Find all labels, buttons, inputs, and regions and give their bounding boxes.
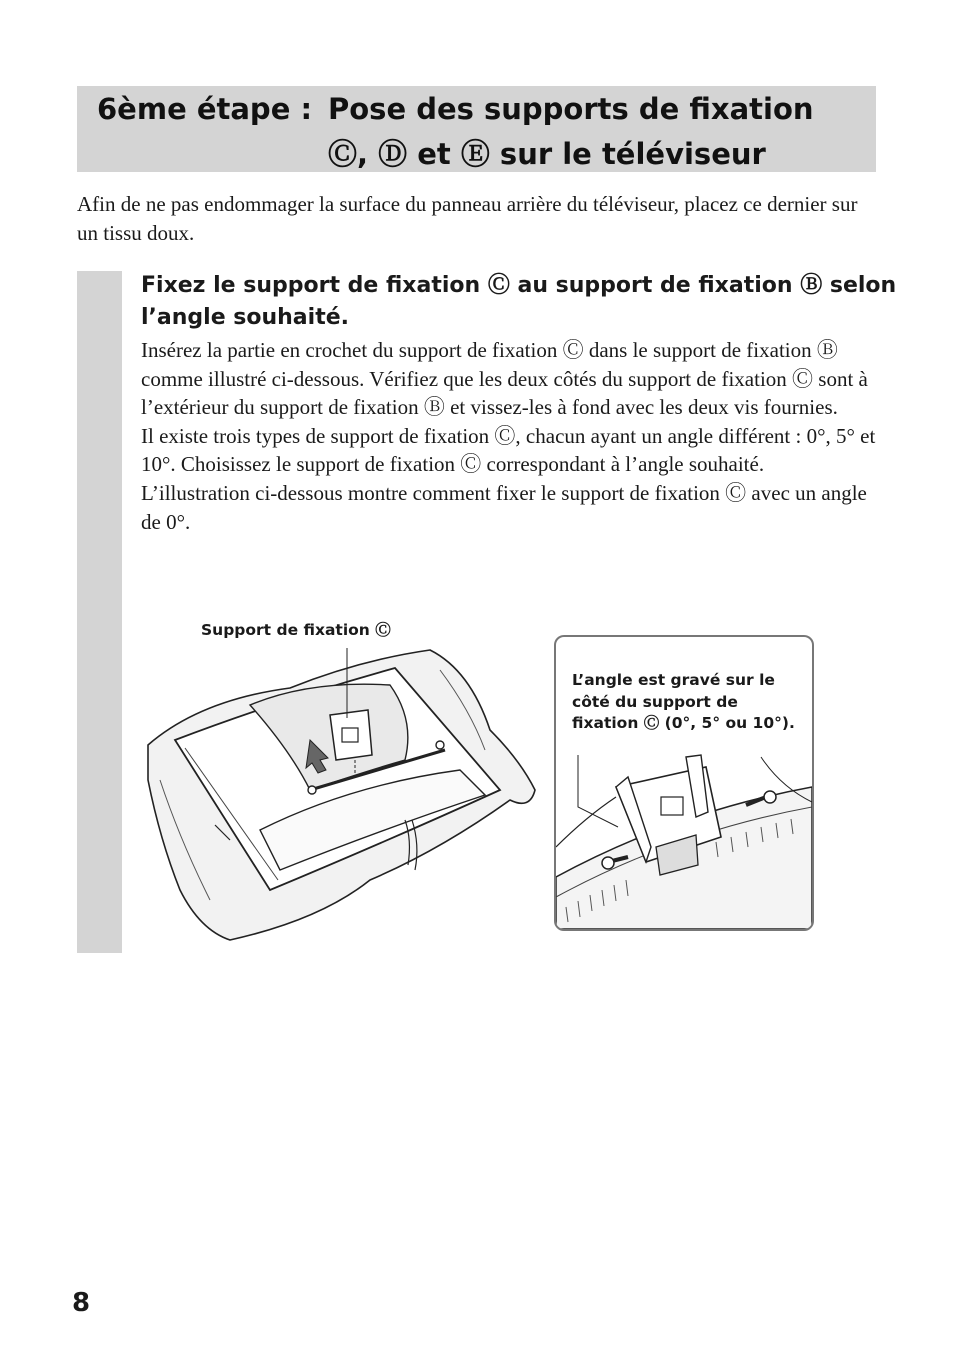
section-title-line1 (97, 92, 814, 126)
figure-label-bracket-c: Support de fixation Ⓒ (201, 621, 391, 639)
step-paragraph-3: L’illustration ci-dessous montre comment fixer le support de fixation Ⓒ avec un angle de 0°. (141, 480, 867, 534)
page-number: 8 (72, 1288, 91, 1318)
section-title-line2: Ⓒ, Ⓓ et Ⓔ sur le téléviseur (328, 137, 766, 171)
step-heading: Fixez le support de fixation Ⓒ au support de fixation Ⓑ selon l’angle souhaité. (141, 273, 897, 330)
step-number: 6ème étape : (97, 92, 313, 126)
angle-detail-callout (554, 635, 814, 931)
tv-back-illustration (140, 640, 540, 950)
section-title-banner (77, 86, 876, 172)
callout-label: L’angle est gravé sur le côté du support de fixation Ⓒ (0°, 5° ou 10°). (572, 671, 795, 732)
step-side-bar (77, 271, 122, 953)
step-paragraph-2: Il existe trois types de support de fixation Ⓒ, chacun ayant un angle différent : 0°, 5° et 10°. Choisissez le support de fixation Ⓒ correspondant à l’angle souhaité. (141, 423, 876, 477)
step-paragraph-1: Insérez la partie en crochet du support de fixation Ⓒ dans le support de fixation Ⓑ comme illustré ci-dessous. Vérifiez que les deux côtés du support de fixation Ⓒ sont à l’extérieur du support de fixation Ⓑ et vissez-les à fond avec les deux vis fournies. (141, 338, 868, 420)
intro-paragraph: Afin de ne pas endommager la surface du panneau arrière du téléviseur, placez ce dernier sur un tissu doux. (77, 192, 858, 245)
section-title-text: Pose des supports de fixation (328, 92, 814, 126)
step-body (141, 336, 881, 536)
